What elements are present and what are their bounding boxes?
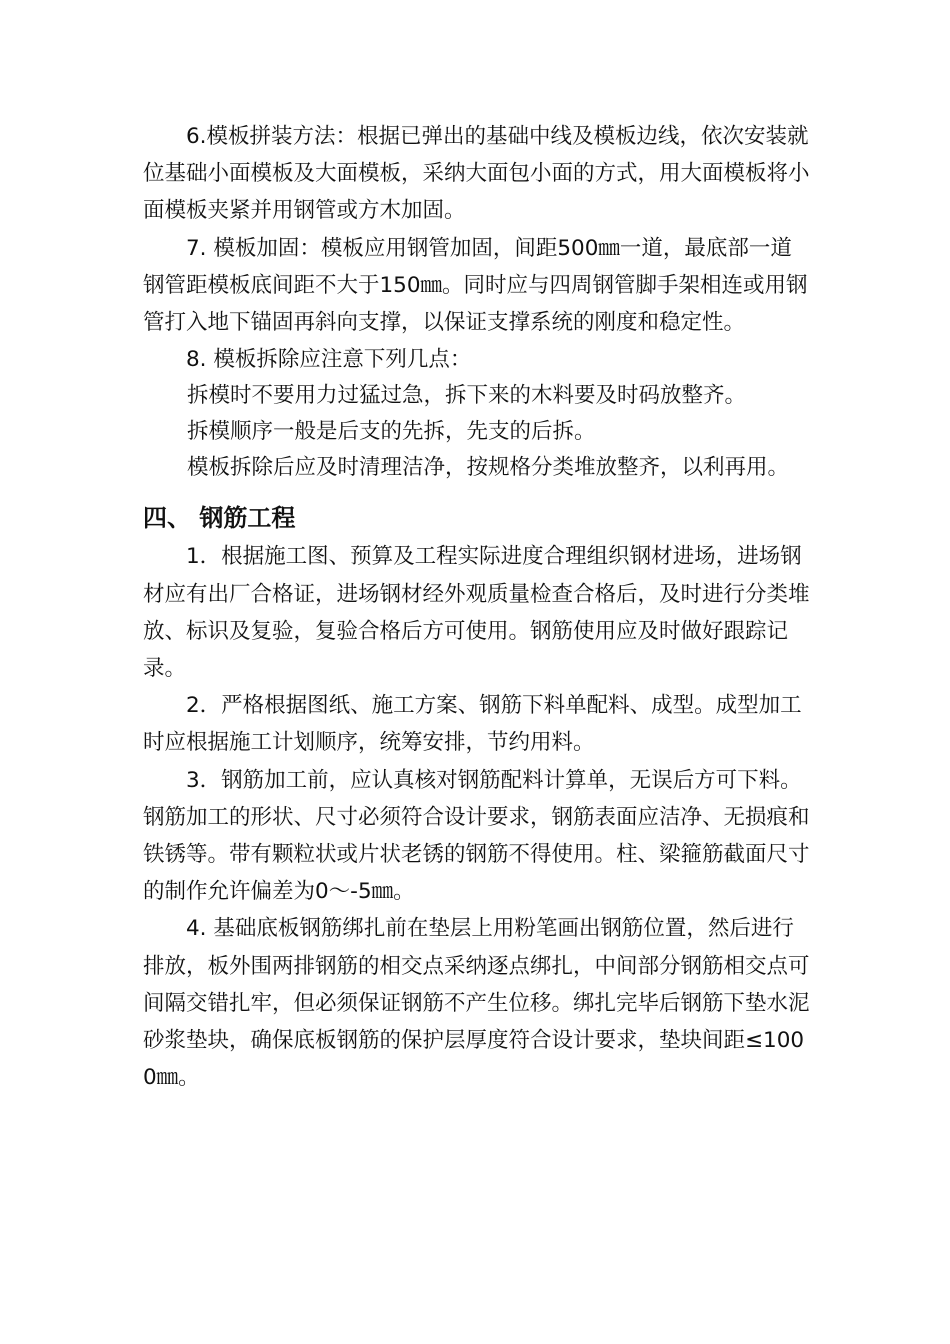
- removal-point-3: 模板拆除后应及时清理洁净，按规格分类堆放整齐，以利再用。: [187, 455, 790, 481]
- paragraph-rebar-item-4: 4. 基础底板钢筋绑扎前在垫层上用粉笔画出钢筋位置，然后进行排放，板外围两排钢筋的相交点采纳逐点绑扎，中间部分钢筋相交点可间隔交错扎牢，但必须保证钢筋不产生位移。绑扎完毕后钢筋下垫水泥砂浆垫块，确保底板钢筋的保护层厚度符合设计要求，垫块间距≤1000㎜。: [143, 916, 810, 1091]
- section-heading-rebar: 四、 钢筋工程: [143, 504, 296, 533]
- document-body: [143, 118, 813, 1096]
- removal-point-1: 拆模时不要用力过猛过急，拆下来的木料要及时码放整齐。: [187, 383, 747, 409]
- removal-point-2: 拆模顺序一般是后支的先拆，先支的后拆。: [187, 419, 596, 445]
- paragraph-rebar-item-2: 2．严格根据图纸、施工方案、钢筋下料单配料、成型。成型加工时应根据施工计划顺序，统筹安排，节约用料。: [143, 693, 802, 756]
- paragraph-rebar-item-3: 3．钢筋加工前，应认真核对钢筋配料计算单，无误后方可下料。钢筋加工的形状、尺寸必须符合设计要求，钢筋表面应洁净、无损痕和铁锈等。带有颗粒状或片状老锈的钢筋不得使用。柱、梁箍筋截面尺寸的制作允许偏差为0～-5㎜。: [143, 767, 810, 905]
- paragraph-rebar-item-1: 1．根据施工图、预算及工程实际进度合理组织钢材进场，进场钢材应有出厂合格证，进场钢材经外观质量检查合格后，及时进行分类堆放、标识及复验，复验合格后方可使用。钢筋使用应及时做好跟踪记录。: [143, 544, 810, 682]
- paragraph-item-7: 7. 模板加固：模板应用钢管加固，间距500㎜一道，最底部一道钢管距模板底间距不大于150㎜。同时应与四周钢管脚手架相连或用钢管打入地下锚固再斜向支撑，以保证支撑系统的刚度和稳定性。: [143, 235, 808, 336]
- paragraph-item-6: 6.模板拼装方法：根据已弹出的基础中线及模板边线，依次安装就位基础小面模板及大面模板，采纳大面包小面的方式，用大面模板将小面模板夹紧并用钢管或方木加固。: [143, 124, 810, 224]
- paragraph-item-8: 8. 模板拆除应注意下列几点：: [143, 347, 472, 373]
